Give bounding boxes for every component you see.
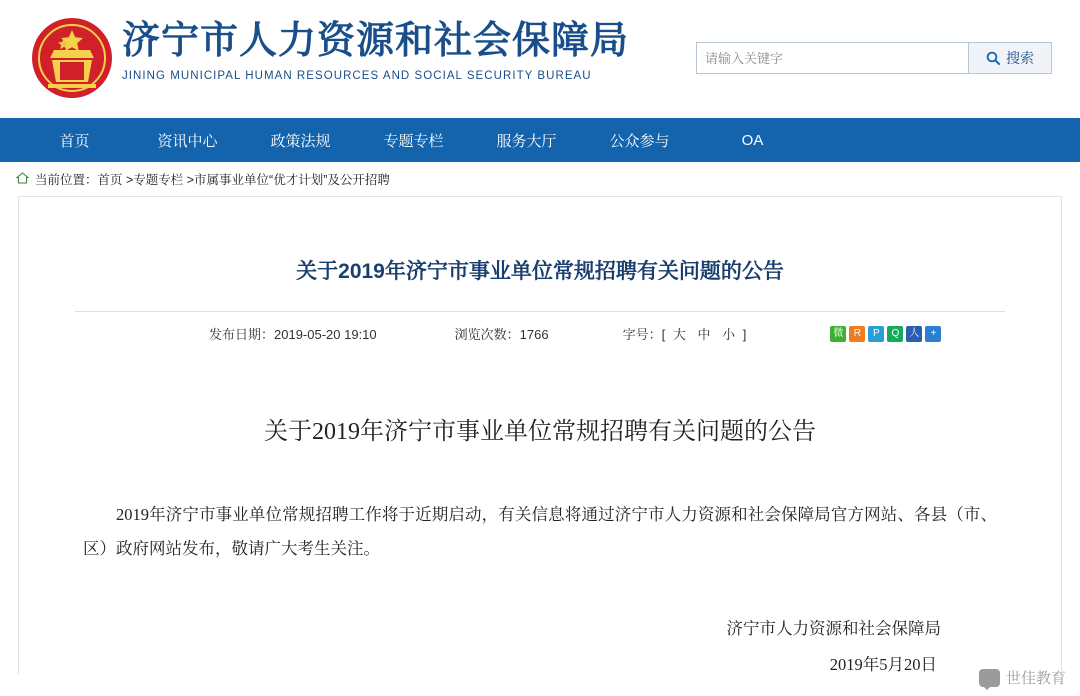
article-meta	[19, 312, 1061, 343]
font-size-label: 字号：[	[622, 327, 666, 342]
nav-item-4[interactable]: 服务大厅	[496, 132, 557, 150]
breadcrumb	[0, 162, 1080, 196]
view-count: 浏览次数：1766	[454, 327, 549, 342]
share-weibo-icon[interactable]: 人	[906, 326, 922, 342]
search-button[interactable]	[968, 42, 1052, 74]
nav-item-3[interactable]: 专题专栏	[383, 132, 444, 150]
article-signature: 济宁市人力资源和社会保障局	[726, 619, 941, 638]
share-more-icon[interactable]: +	[925, 326, 941, 342]
nav-item-5[interactable]: 公众参与	[609, 132, 670, 150]
nav-item-1[interactable]: 资讯中心	[157, 132, 218, 150]
font-size-medium[interactable]: 中	[697, 327, 711, 342]
nav-item-2[interactable]: 政策法规	[270, 132, 331, 150]
font-size-label-end: ]	[742, 327, 747, 342]
font-size-large[interactable]: 大	[672, 327, 686, 342]
article-heading: 关于2019年济宁市事业单位常规招聘有关问题的公告	[264, 419, 816, 445]
article-signature-date: 2019年5月20日	[829, 655, 937, 674]
national-emblem-icon	[30, 16, 114, 100]
watermark	[979, 667, 1066, 688]
share-wechat-icon[interactable]: 微	[830, 326, 846, 342]
search-area	[696, 42, 1052, 74]
share-qzone-icon[interactable]: Q	[887, 326, 903, 342]
nav-item-6[interactable]: OA	[741, 131, 764, 149]
home-icon	[16, 172, 29, 187]
font-size-control	[623, 324, 747, 343]
wechat-icon	[979, 669, 1000, 687]
page-title: 关于2019年济宁市事业单位常规招聘有关问题的公告	[296, 260, 784, 283]
search-input[interactable]	[696, 42, 968, 74]
nav-item-0[interactable]: 首页	[59, 132, 90, 150]
main-nav	[0, 118, 1080, 162]
brand-title-cn: 济宁市人力资源和社会保障局	[122, 20, 630, 62]
font-size-small[interactable]: 小	[722, 327, 736, 342]
search-icon	[986, 51, 1001, 66]
site-brand	[122, 18, 629, 82]
breadcrumb-text[interactable]: 当前位置：首页 >专题专栏 >市属事业单位“优才计划”及公开招聘	[35, 173, 390, 187]
article-card	[18, 196, 1062, 674]
brand-title-en: JINING MUNICIPAL HUMAN RESOURCES AND SOCIAL SECURITY BUREAU	[122, 70, 592, 82]
site-header	[0, 0, 1080, 118]
search-button-label: 搜索	[1006, 50, 1034, 66]
share-rss-icon[interactable]: R	[849, 326, 865, 342]
article-paragraph: 2019年济宁市事业单位常规招聘工作将于近期启动，有关信息将通过济宁市人力资源和社会保障局官方网站、各县（市、区）政府网站发布，敬请广大考生关注。	[83, 505, 997, 558]
share-renren-icon[interactable]: P	[868, 326, 884, 342]
watermark-text: 世佳教育	[1005, 670, 1066, 687]
share-icons	[830, 326, 941, 342]
publish-date: 发布日期：2019-05-20 19:10	[209, 327, 377, 342]
